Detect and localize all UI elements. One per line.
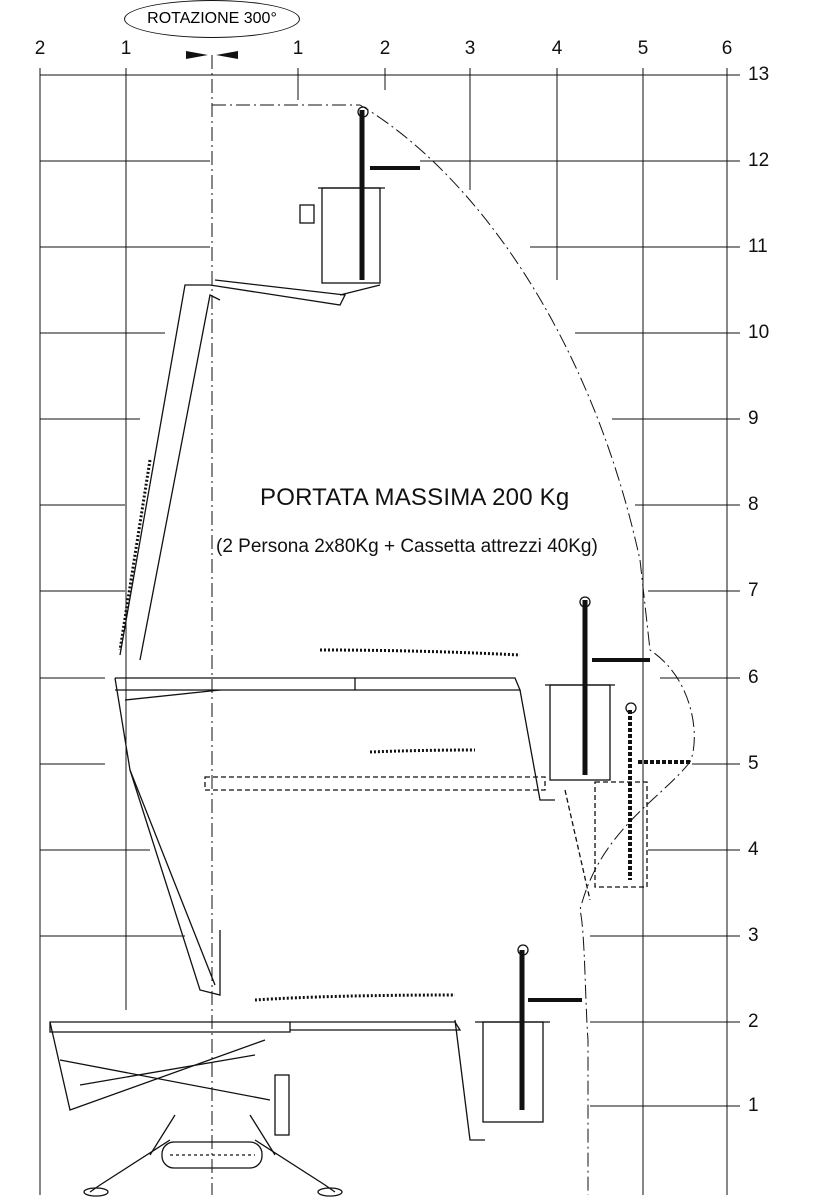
y-tick-label: 10	[748, 322, 770, 343]
x-tick-label: 1	[120, 38, 132, 59]
y-tick-label: 7	[748, 580, 759, 601]
y-tick-label: 8	[748, 494, 759, 515]
capacity-detail: (2 Persona 2x80Kg + Cassetta attrezzi 40Kg)	[216, 536, 598, 557]
y-tick-label: 4	[748, 839, 759, 860]
rotation-label: ROTAZIONE 300°	[124, 0, 300, 38]
y-tick-label: 12	[748, 150, 770, 171]
y-tick-label: 5	[748, 753, 759, 774]
y-tick-label: 9	[748, 408, 759, 429]
x-tick-label: 6	[721, 38, 733, 59]
x-tick-label: 1	[292, 38, 304, 59]
x-tick-label: 4	[551, 38, 563, 59]
y-tick-label: 6	[748, 667, 759, 688]
x-tick-label: 2	[34, 38, 46, 59]
x-tick-label: 2	[379, 38, 391, 59]
y-tick-label: 2	[748, 1011, 759, 1032]
y-tick-label: 11	[748, 236, 768, 257]
capacity-title: PORTATA MASSIMA 200 Kg	[260, 484, 570, 511]
y-tick-label: 1	[748, 1095, 759, 1116]
x-tick-label: 5	[637, 38, 649, 59]
y-tick-label: 3	[748, 925, 759, 946]
y-tick-label: 13	[748, 64, 770, 85]
aerial-work-platform-icon	[50, 107, 690, 1196]
x-tick-label: 3	[464, 38, 476, 59]
